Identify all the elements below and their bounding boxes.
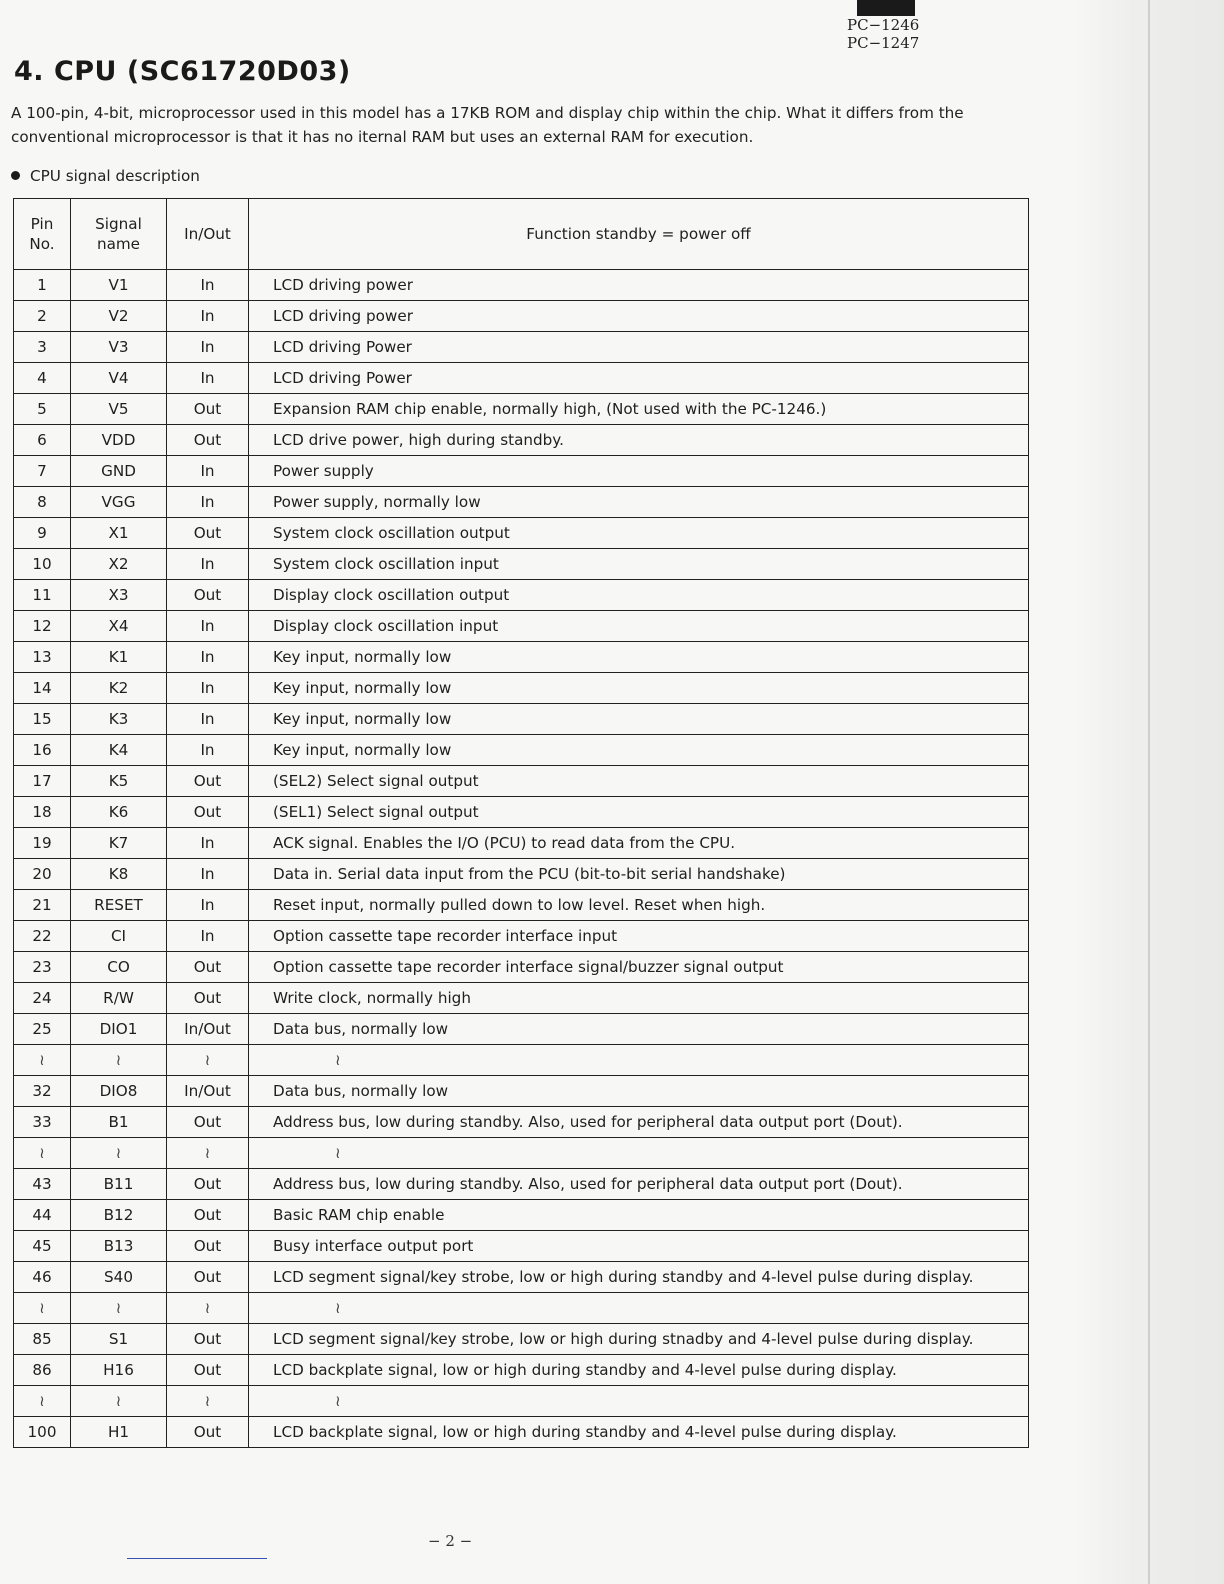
cell-function: Option cassette tape recorder interface signal/buzzer signal output [249,952,1029,983]
cell-inout: Out [167,1107,249,1138]
cell-inout: Out [167,518,249,549]
table-row [14,1200,1029,1231]
bullet-icon [11,171,20,180]
cell-pin: 43 [14,1169,71,1200]
cell-pin: 22 [14,921,71,952]
cell-inout: Out [167,580,249,611]
cell-signal: GND [71,456,167,487]
header-inout: In/Out [167,199,249,270]
cell-inout: In [167,673,249,704]
cell-signal: B12 [71,1200,167,1231]
footer-rule [127,1558,267,1559]
table-row [14,921,1029,952]
cell-inout: In [167,363,249,394]
table-row [14,704,1029,735]
cell-pin: 13 [14,642,71,673]
cell-signal: ≀ [71,1293,167,1324]
cell-signal: V5 [71,394,167,425]
page-fold-line [1148,0,1150,1584]
cell-function: Basic RAM chip enable [249,1200,1029,1231]
cell-pin: 4 [14,363,71,394]
cell-inout: Out [167,766,249,797]
cell-signal: K5 [71,766,167,797]
cell-inout: In [167,270,249,301]
cell-function: Key input, normally low [249,704,1029,735]
cell-signal: V2 [71,301,167,332]
cell-signal: H1 [71,1417,167,1448]
cell-pin: 8 [14,487,71,518]
cell-signal: S1 [71,1324,167,1355]
table-row [14,394,1029,425]
cell-inout: In/Out [167,1014,249,1045]
cell-inout: In [167,549,249,580]
table-row [14,1169,1029,1200]
cell-signal: K6 [71,797,167,828]
cell-pin: 44 [14,1200,71,1231]
header-black-tab [857,0,915,16]
cell-inout: Out [167,952,249,983]
cell-function: Key input, normally low [249,642,1029,673]
cell-inout: Out [167,1200,249,1231]
cell-pin: 18 [14,797,71,828]
cell-signal: CI [71,921,167,952]
cell-inout: Out [167,1231,249,1262]
page-number: − 2 − [428,1532,473,1550]
cell-pin: 7 [14,456,71,487]
cell-function: Write clock, normally high [249,983,1029,1014]
model-code: PC−1247 [847,34,920,52]
cell-function: LCD segment signal/key strobe, low or high during standby and 4-level pulse during display. [249,1262,1029,1293]
cell-pin: 14 [14,673,71,704]
table-row [14,1107,1029,1138]
cell-signal: VDD [71,425,167,456]
bullet-heading [11,167,200,185]
cell-signal: VGG [71,487,167,518]
cell-signal: V4 [71,363,167,394]
cell-inout: In [167,611,249,642]
cell-pin: 25 [14,1014,71,1045]
cell-function: ≀ [249,1045,1029,1076]
cell-function: Power supply, normally low [249,487,1029,518]
cell-function: ≀ [249,1293,1029,1324]
cell-function: Power supply [249,456,1029,487]
cell-signal: X3 [71,580,167,611]
table-row-continuation [14,1138,1029,1169]
model-code: PC−1246 [847,16,920,34]
cell-pin: 24 [14,983,71,1014]
table-row [14,642,1029,673]
cell-signal: K1 [71,642,167,673]
cell-pin: 10 [14,549,71,580]
cell-pin: 1 [14,270,71,301]
cell-function: LCD drive power, high during standby. [249,425,1029,456]
cell-signal: CO [71,952,167,983]
cell-function: Data bus, normally low [249,1076,1029,1107]
cell-signal: H16 [71,1355,167,1386]
cell-inout: In/Out [167,1076,249,1107]
cell-inout: Out [167,983,249,1014]
cell-inout: In [167,828,249,859]
cell-signal: B11 [71,1169,167,1200]
cell-pin: 46 [14,1262,71,1293]
cell-function: System clock oscillation input [249,549,1029,580]
table-row [14,766,1029,797]
cell-signal: DIO8 [71,1076,167,1107]
cell-signal: DIO1 [71,1014,167,1045]
cell-signal: V1 [71,270,167,301]
cell-pin: 86 [14,1355,71,1386]
cell-function: Data in. Serial data input from the PCU (bit-to-bit serial handshake) [249,859,1029,890]
cell-signal: ≀ [71,1386,167,1417]
table-row-continuation [14,1386,1029,1417]
cell-signal: K4 [71,735,167,766]
table-row-continuation [14,1045,1029,1076]
cell-signal: K7 [71,828,167,859]
header-pin: Pin No. [14,199,71,270]
cell-signal: R/W [71,983,167,1014]
cell-inout: In [167,921,249,952]
cell-pin: 16 [14,735,71,766]
table-row [14,518,1029,549]
cell-inout: In [167,487,249,518]
cell-function: LCD backplate signal, low or high during standby and 4-level pulse during display. [249,1355,1029,1386]
cell-function: Address bus, low during standby. Also, used for peripheral data output port (Dout). [249,1169,1029,1200]
cell-inout: ≀ [167,1386,249,1417]
table-row [14,487,1029,518]
table-row [14,1324,1029,1355]
cell-inout: Out [167,394,249,425]
cell-pin: 11 [14,580,71,611]
cell-function: Busy interface output port [249,1231,1029,1262]
cell-inout: Out [167,1169,249,1200]
cell-inout: Out [167,425,249,456]
cell-signal: ≀ [71,1045,167,1076]
cell-function: LCD driving power [249,301,1029,332]
table-body [14,270,1029,1448]
table-row [14,952,1029,983]
cell-pin: 85 [14,1324,71,1355]
cell-inout: In [167,859,249,890]
cell-signal: B1 [71,1107,167,1138]
cell-inout: In [167,301,249,332]
table-row [14,332,1029,363]
cell-signal: X4 [71,611,167,642]
cell-function: ≀ [249,1138,1029,1169]
cell-function: System clock oscillation output [249,518,1029,549]
table-row [14,859,1029,890]
cell-pin: 23 [14,952,71,983]
cell-signal: K2 [71,673,167,704]
cell-inout: Out [167,1417,249,1448]
cell-pin: 15 [14,704,71,735]
table-row [14,270,1029,301]
cell-pin: 12 [14,611,71,642]
table-row [14,363,1029,394]
cell-signal: K8 [71,859,167,890]
cell-pin: 33 [14,1107,71,1138]
table-row [14,890,1029,921]
table-row [14,1355,1029,1386]
cell-inout: ≀ [167,1293,249,1324]
table-row [14,301,1029,332]
cell-pin: 100 [14,1417,71,1448]
cell-function: LCD segment signal/key strobe, low or high during stnadby and 4-level pulse during display. [249,1324,1029,1355]
header-signal: Signal name [71,199,167,270]
cell-pin: ≀ [14,1045,71,1076]
cell-inout: In [167,332,249,363]
cell-function: Display clock oscillation input [249,611,1029,642]
table-row [14,983,1029,1014]
cell-pin: 3 [14,332,71,363]
table-row [14,580,1029,611]
cell-function: LCD driving Power [249,363,1029,394]
cell-signal: K3 [71,704,167,735]
cell-signal: RESET [71,890,167,921]
intro-paragraph: A 100-pin, 4-bit, microprocessor used in this model has a 17KB ROM and display chip within the chip. What it differs from the conventional microprocessor is that it has no iternal RAM but uses an external RAM for execution. [11,104,964,146]
table-row [14,549,1029,580]
cell-function: LCD driving Power [249,332,1029,363]
cell-pin: ≀ [14,1386,71,1417]
cell-inout: In [167,456,249,487]
cell-pin: 6 [14,425,71,456]
cell-inout: In [167,890,249,921]
cell-pin: ≀ [14,1293,71,1324]
table-row [14,1076,1029,1107]
cell-inout: ≀ [167,1045,249,1076]
cell-function: Expansion RAM chip enable, normally high, (Not used with the PC-1246.) [249,394,1029,425]
table-row [14,1231,1029,1262]
cell-function: (SEL1) Select signal output [249,797,1029,828]
cell-signal: ≀ [71,1138,167,1169]
cell-pin: 9 [14,518,71,549]
cell-signal: B13 [71,1231,167,1262]
cell-function: Key input, normally low [249,735,1029,766]
cell-signal: X2 [71,549,167,580]
cell-function: Option cassette tape recorder interface input [249,921,1029,952]
cell-function: Display clock oscillation output [249,580,1029,611]
cell-inout: In [167,642,249,673]
header-function: Function standby = power off [249,199,1029,270]
cell-pin: 5 [14,394,71,425]
cell-inout: Out [167,1262,249,1293]
model-codes [847,16,919,52]
table-row [14,456,1029,487]
cell-function: LCD driving power [249,270,1029,301]
cell-function: ACK signal. Enables the I/O (PCU) to read data from the CPU. [249,828,1029,859]
cell-pin: 17 [14,766,71,797]
cell-function: Data bus, normally low [249,1014,1029,1045]
table-header-row [14,199,1029,270]
table-row [14,1014,1029,1045]
cell-pin: 32 [14,1076,71,1107]
cpu-signal-table [13,198,1029,1448]
table-row [14,1417,1029,1448]
cell-inout: In [167,704,249,735]
table-row [14,673,1029,704]
table-row [14,797,1029,828]
cell-pin: 20 [14,859,71,890]
cell-inout: In [167,735,249,766]
table-row [14,828,1029,859]
cell-pin: ≀ [14,1138,71,1169]
cell-function: Key input, normally low [249,673,1029,704]
cell-function: ≀ [249,1386,1029,1417]
cell-pin: 19 [14,828,71,859]
cell-function: (SEL2) Select signal output [249,766,1029,797]
cell-function: Reset input, normally pulled down to low level. Reset when high. [249,890,1029,921]
cell-signal: S40 [71,1262,167,1293]
cell-signal: V3 [71,332,167,363]
bullet-text: CPU signal description [30,167,200,185]
table-row [14,735,1029,766]
table-row [14,425,1029,456]
cell-function: Address bus, low during standby. Also, used for peripheral data output port (Dout). [249,1107,1029,1138]
table-row [14,611,1029,642]
table-row-continuation [14,1293,1029,1324]
cell-signal: X1 [71,518,167,549]
cell-inout: ≀ [167,1138,249,1169]
cell-pin: 45 [14,1231,71,1262]
table-row [14,1262,1029,1293]
cell-pin: 21 [14,890,71,921]
cell-pin: 2 [14,301,71,332]
cell-function: LCD backplate signal, low or high during standby and 4-level pulse during display. [249,1417,1029,1448]
section-title: 4. CPU (SC61720D03) [14,56,351,87]
cell-inout: Out [167,1355,249,1386]
cell-inout: Out [167,797,249,828]
cell-inout: Out [167,1324,249,1355]
